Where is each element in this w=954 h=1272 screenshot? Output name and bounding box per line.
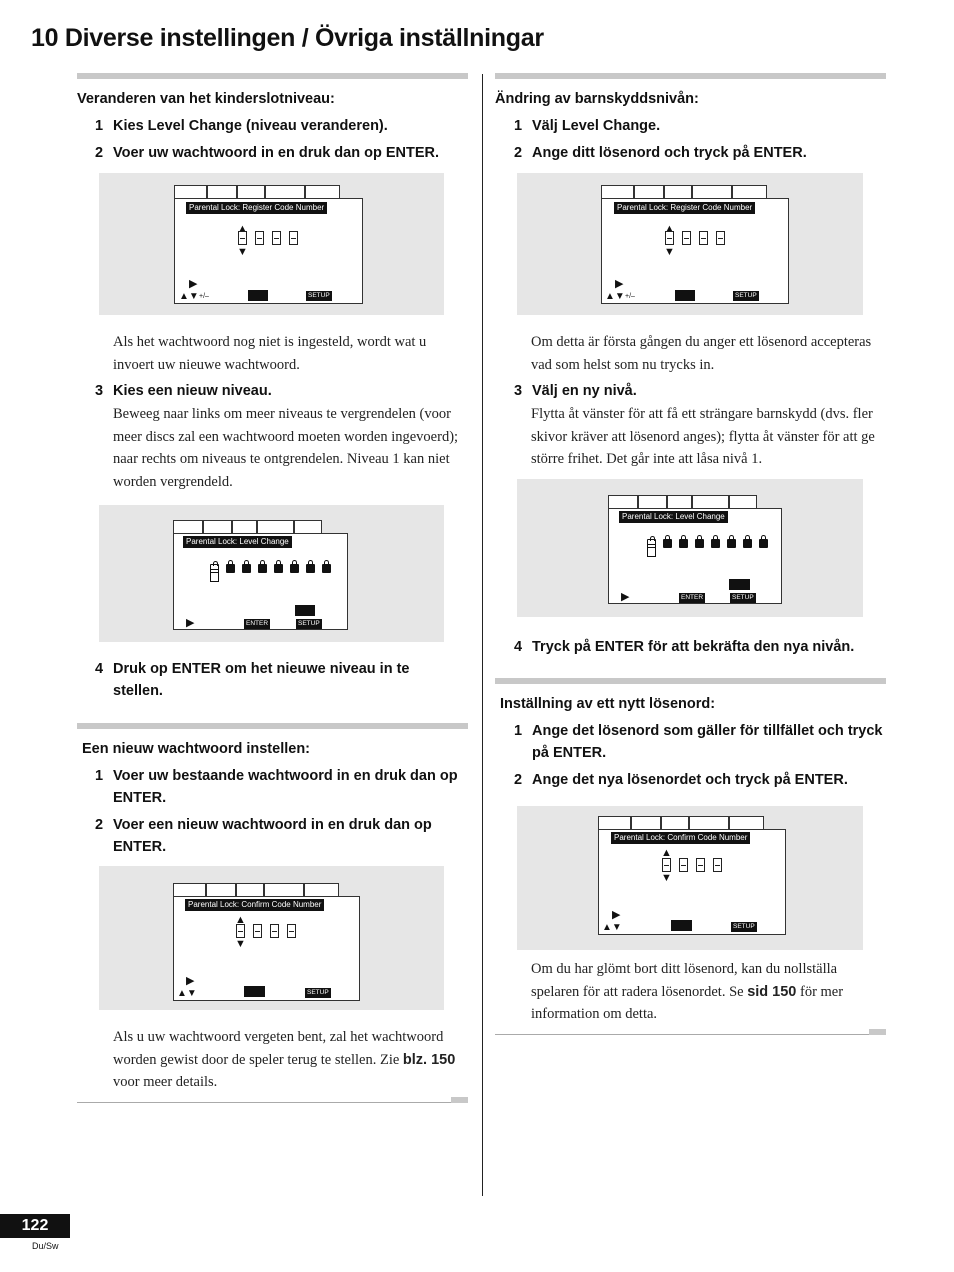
return-icon xyxy=(295,605,315,616)
note-text: Als het wachtwoord nog niet is ingesteld, wordt wat u invoert uw nieuwe wachtwoord. xyxy=(113,334,427,373)
section-bar xyxy=(77,723,468,729)
setup-label: SETUP xyxy=(735,292,757,299)
osd-title: Parental Lock: Confirm Code Number xyxy=(611,832,750,844)
step-item: 4 Druk op ENTER om het nieuwe niveau in te stellen. xyxy=(95,661,410,699)
up-arrow-icon: ▲ xyxy=(664,223,675,235)
return-icon xyxy=(244,986,265,997)
up-arrow-icon: ▲ xyxy=(661,847,672,859)
step-item: 2 Ange det nya lösenordet och tryck på ENTER. xyxy=(514,772,848,788)
up-down-icon: ▲▼ xyxy=(605,291,625,302)
step-item: 1 Ange det lösenord som gäller för tillfället och tryck på ENTER. xyxy=(514,723,883,761)
section-bar xyxy=(77,73,468,79)
section-heading: Inställning av ett nytt lösenord: xyxy=(500,696,716,712)
step-description: Flytta åt vänster för att få ett strängare barnskydd (dvs. fler skivor kräver att lösenord anges); flytta åt vänster för att ge större frihet. Det går inte att låsa nivå 1. xyxy=(531,406,875,467)
step-description: Beweeg naar links om meer niveaus te vergrendelen (voor meer discs zal een wachtwoord moeten worden ingevoerd); naar rechts om niveaus te ontgrendelen. Niveau 1 kan niet worden vergrendeld. xyxy=(113,406,459,490)
section-bar xyxy=(495,678,886,684)
lock-icon xyxy=(711,539,720,548)
section-heading: Veranderen van het kinderslotniveau: xyxy=(77,91,335,107)
step-item: 2 Voer uw wachtwoord in en druk dan op ENTER. xyxy=(95,145,440,161)
down-arrow-icon: ▼ xyxy=(237,246,248,258)
section-bar xyxy=(495,73,886,79)
lock-icon xyxy=(679,539,688,548)
screen-illustration xyxy=(99,505,444,642)
step-item: 4 Tryck på ENTER för att bekräfta den nya nivån. xyxy=(514,639,855,655)
down-arrow-icon: ▼ xyxy=(235,938,246,950)
down-arrow-icon: ▼ xyxy=(661,872,672,884)
screen-illustration xyxy=(517,806,863,950)
screen-illustration xyxy=(517,479,863,617)
setup-label: SETUP xyxy=(298,620,320,627)
note-text: Om detta är första gången du anger ett lösenord accepteras vad som helst som nu trycks in. xyxy=(531,334,872,373)
osd-title: Parental Lock: Level Change xyxy=(183,536,292,548)
right-pointer-icon: ▶ xyxy=(186,617,195,629)
return-icon xyxy=(671,920,692,931)
lock-icon xyxy=(258,564,267,573)
right-pointer-icon: ▶ xyxy=(621,591,630,603)
step-item: 1 Kies Level Change (niveau veranderen). xyxy=(95,118,388,134)
enter-label: ENTER xyxy=(246,620,269,627)
lock-icon xyxy=(322,564,331,573)
lock-icon xyxy=(226,564,235,573)
lock-icon xyxy=(306,564,315,573)
lock-icon xyxy=(727,539,736,548)
lock-icon xyxy=(695,539,704,548)
up-arrow-icon: ▲ xyxy=(237,223,248,235)
page-reference: sid 150 xyxy=(747,983,797,1000)
step-item: 1 Välj Level Change. xyxy=(514,118,661,134)
note-text: Als u uw wachtwoord vergeten bent, zal het wachtwoord worden gewist door de speler terug te stellen. Zie blz. 150 voor meer details. xyxy=(113,1029,456,1090)
section-end-rule xyxy=(495,1034,886,1035)
selection-cursor xyxy=(210,569,219,582)
return-icon xyxy=(248,290,268,301)
osd-title: Parental Lock: Level Change xyxy=(619,511,728,523)
language-code: Du/Sw xyxy=(32,1241,59,1251)
up-down-icon: ▲▼ xyxy=(602,922,622,933)
setup-label: SETUP xyxy=(732,594,754,601)
osd-title: Parental Lock: Register Code Number xyxy=(186,202,327,214)
up-arrow-icon: ▲ xyxy=(235,914,246,926)
section-end-rule xyxy=(77,1102,468,1103)
step-item: 2 Voer een nieuw wachtwoord in en druk dan op ENTER. xyxy=(95,817,432,855)
setup-label: SETUP xyxy=(308,292,330,299)
right-pointer-icon: ▶ xyxy=(615,278,624,290)
section-heading: Een nieuw wachtwoord instellen: xyxy=(82,741,310,757)
down-arrow-icon: ▼ xyxy=(664,246,675,258)
section-heading: Ändring av barnskyddsnivån: xyxy=(495,91,699,107)
return-icon xyxy=(675,290,695,301)
section-end-mark xyxy=(451,1097,468,1103)
right-pointer-icon: ▶ xyxy=(189,278,198,290)
lock-icon xyxy=(663,539,672,548)
enter-label: ENTER xyxy=(681,594,704,601)
step-item: 2 Ange ditt lösenord och tryck på ENTER. xyxy=(514,145,807,161)
screen-illustration xyxy=(99,866,444,1010)
screen-illustration: Parental Lock: Register Code Number ▲ ▼ ▶ ▲▼ +/– SETUP xyxy=(517,173,863,315)
lock-icon xyxy=(743,539,752,548)
lock-icon xyxy=(290,564,299,573)
up-down-icon: ▲▼ xyxy=(177,988,197,999)
setup-label: SETUP xyxy=(307,989,329,996)
section-end-mark xyxy=(869,1029,886,1035)
screen-illustration: Parental Lock: Register Code Number ▲ ▼ ▶ ▲▼ +/– SETUP xyxy=(99,173,444,315)
lock-icon xyxy=(242,564,251,573)
setup-label: SETUP xyxy=(733,923,755,930)
lock-icon xyxy=(759,539,768,548)
osd-title: Parental Lock: Confirm Code Number xyxy=(185,899,324,911)
page-number: 122 xyxy=(0,1214,70,1238)
page-reference: blz. 150 xyxy=(402,1051,456,1068)
note-text: Om du har glömt bort ditt lösenord, kan du nollställa spelaren för att radera lösenordet. Se sid 150 för mer information om detta. xyxy=(531,961,844,1022)
column-divider xyxy=(482,74,483,1196)
step-item: 3 Kies een nieuw niveau. xyxy=(95,383,272,399)
selection-cursor xyxy=(647,544,656,557)
page-title: 10 Diverse instellingen / Övriga inställningar xyxy=(31,24,544,52)
return-icon xyxy=(729,579,750,590)
right-pointer-icon: ▶ xyxy=(186,975,195,987)
right-pointer-icon: ▶ xyxy=(612,909,621,921)
lock-icon xyxy=(274,564,283,573)
step-item: 3 Välj en ny nivå. xyxy=(514,383,637,399)
up-down-icon: ▲▼ xyxy=(179,291,199,302)
step-item: 1 Voer uw bestaande wachtwoord in en druk dan op ENTER. xyxy=(95,768,458,806)
osd-title: Parental Lock: Register Code Number xyxy=(614,202,755,214)
